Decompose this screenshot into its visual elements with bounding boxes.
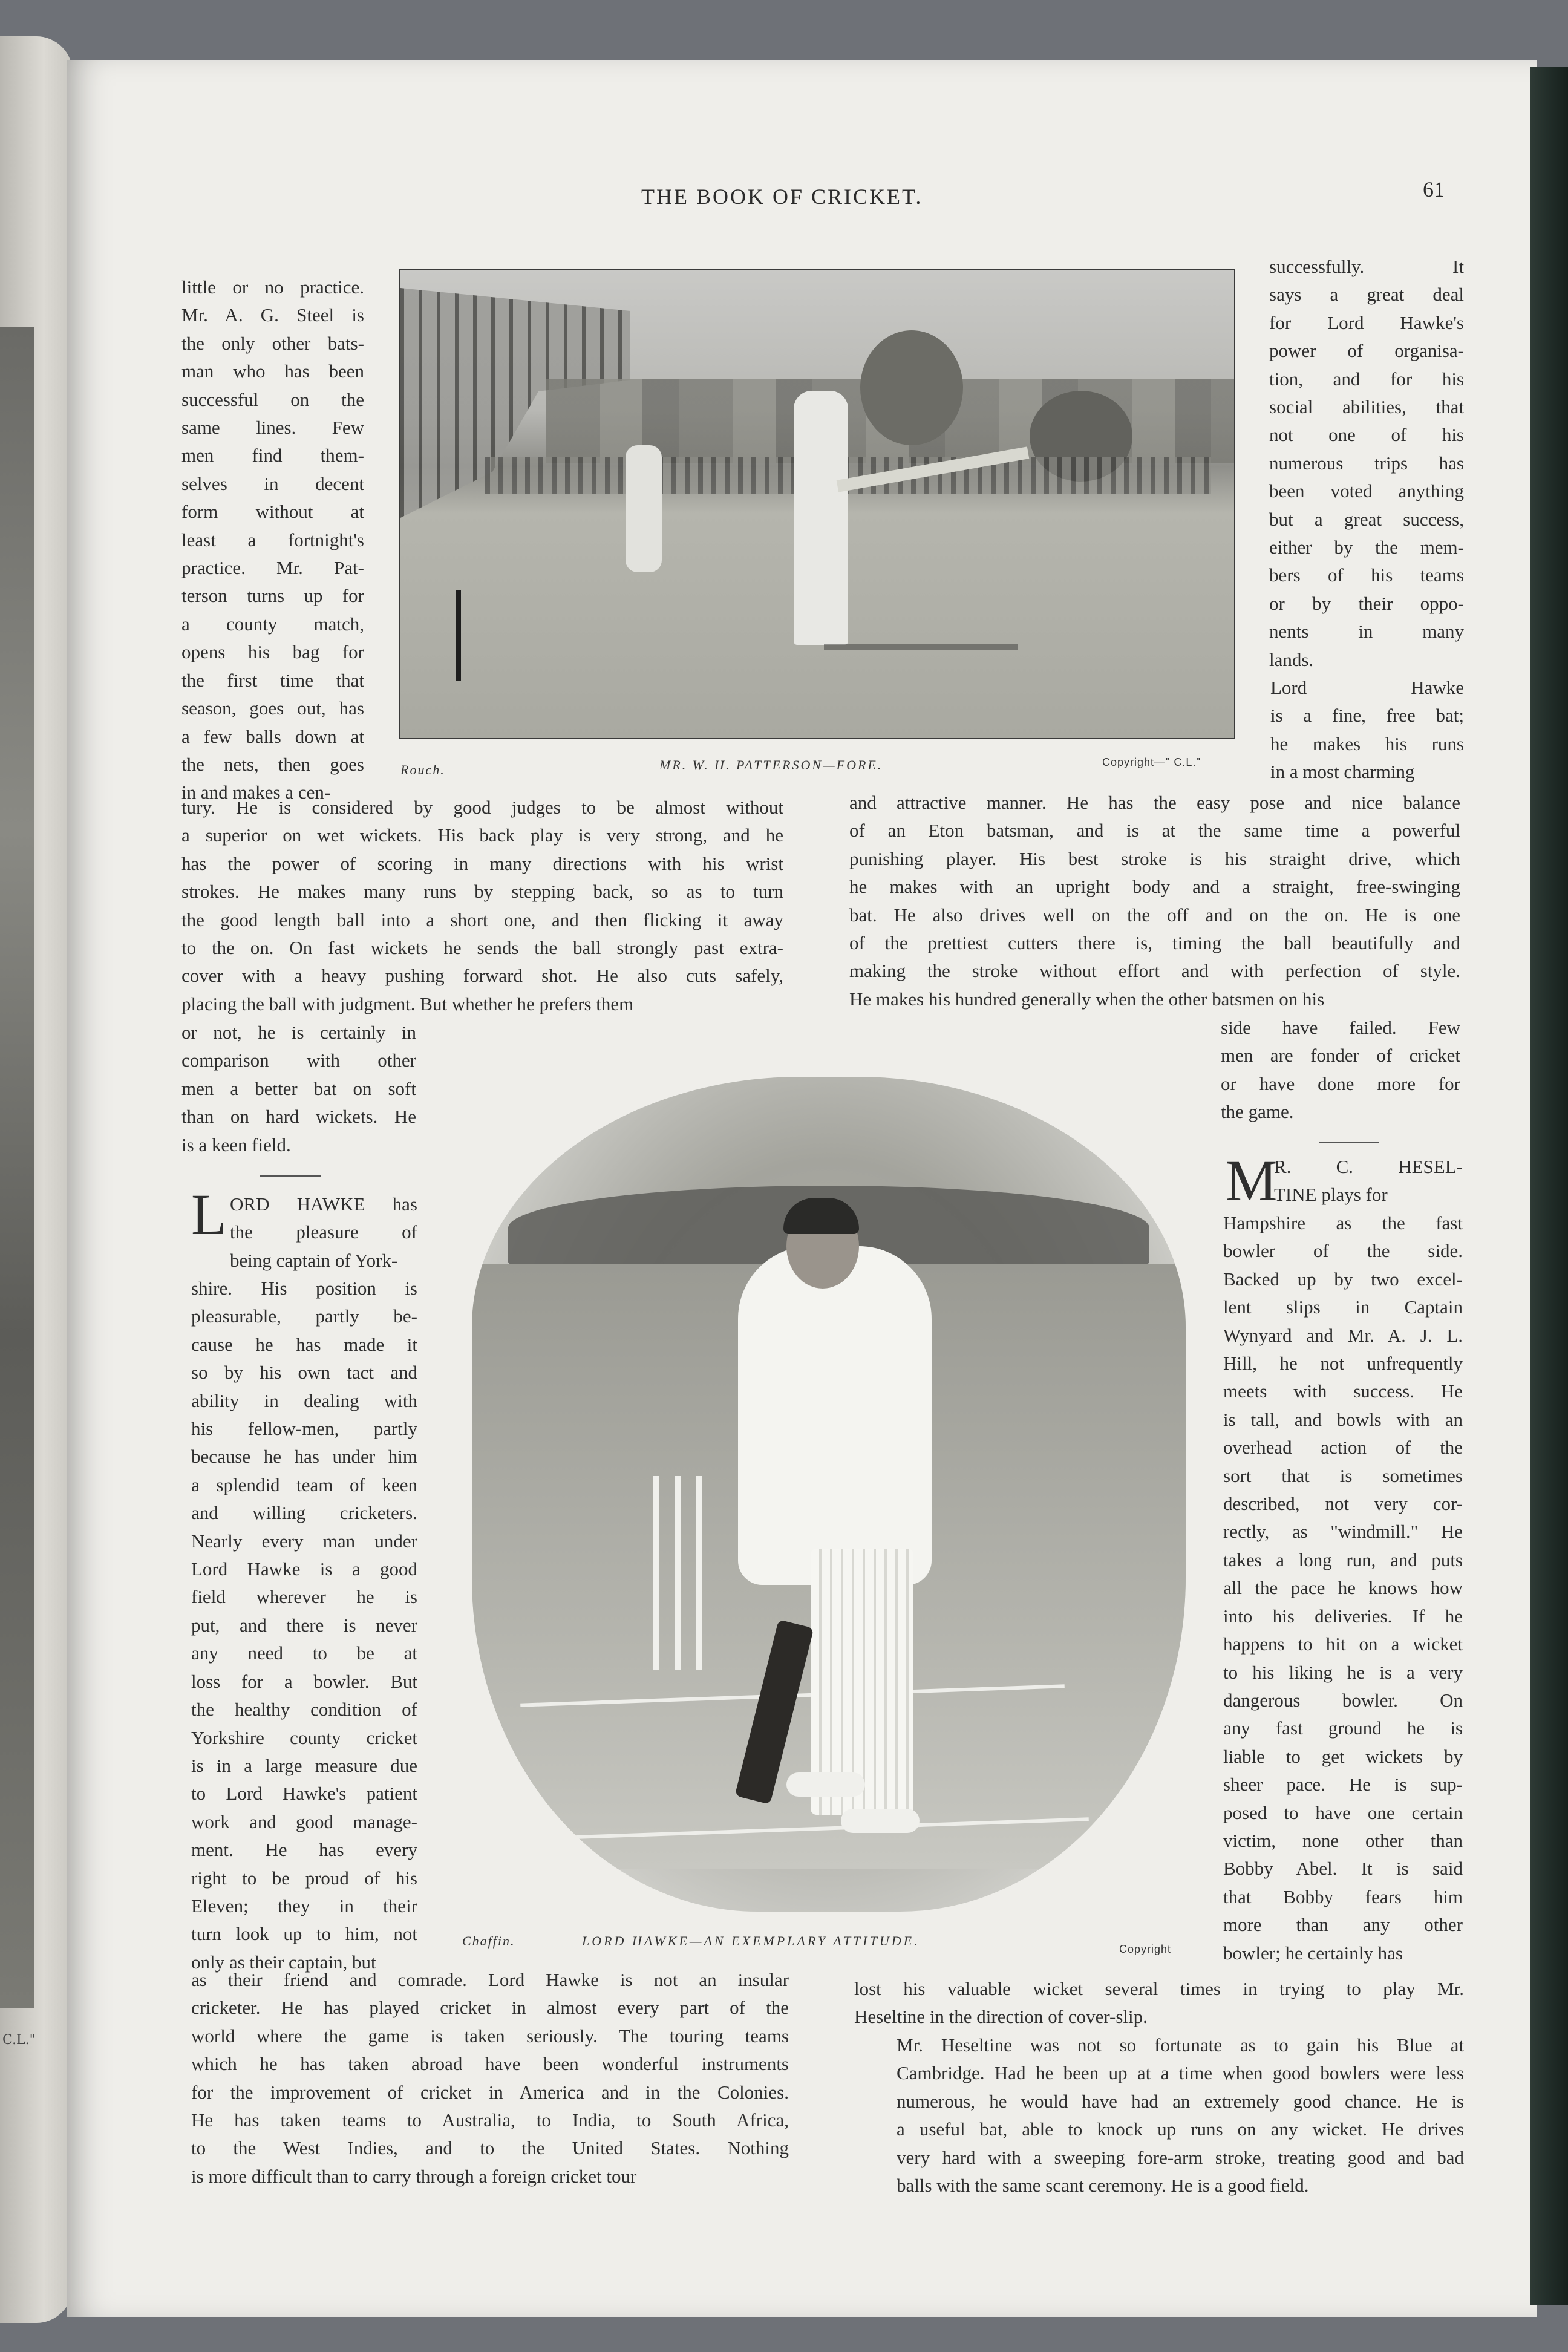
left-page-mark: C.L." <box>2 2033 36 2048</box>
text-line: to Lord Hawke's patient <box>191 1783 417 1805</box>
text-line: so by his own tact and <box>191 1362 417 1383</box>
text-line: is a keen field. <box>181 1134 291 1155</box>
text-line: which he has taken abroad have been wonderful instruments <box>191 2053 789 2075</box>
text-line: the nets, then goes <box>181 753 364 775</box>
text-line: strokes. He makes many runs by stepping back, so as to turn <box>181 881 783 903</box>
text-line: bat. He also drives well on the off and on the on. He is one <box>849 904 1460 926</box>
text-line: man who has been <box>181 361 364 382</box>
text-line: he makes with an upright body and a straight, free-swinging <box>849 876 1460 898</box>
text-line: numerous, he would have had an extremely good chance. He is <box>897 2090 1464 2112</box>
text-line: balls with the same scant ceremony. He is a good field. <box>897 2175 1309 2197</box>
text-line: or not, he is certainly in <box>181 1022 416 1043</box>
text-line: pleasurable, partly be- <box>191 1305 417 1327</box>
figure1-caption: MR. W. H. PATTERSON—FORE. <box>659 757 883 773</box>
text-line: the first time that <box>181 669 364 691</box>
text-line: power of organisa- <box>1269 340 1464 362</box>
text-line: Bobby Abel. It is said <box>1223 1858 1463 1880</box>
text-line: than on hard wickets. He <box>181 1106 416 1128</box>
text-line: ORD HAWKE has <box>230 1194 417 1215</box>
section-rule <box>1319 1142 1379 1143</box>
text-line: the game. <box>1221 1101 1294 1123</box>
drop-cap-l: L <box>191 1182 227 1247</box>
text-line: dangerous bowler. On <box>1223 1689 1463 1711</box>
text-line: same lines. Few <box>181 417 364 439</box>
text-line: opens his bag for <box>181 641 364 663</box>
text-line: has the power of scoring in many directions with his wrist <box>181 852 783 874</box>
text-line: Heseltine in the direction of cover-slip. <box>854 2006 1148 2028</box>
text-line: side have failed. Few <box>1221 1017 1460 1038</box>
text-line: all the pace he knows how <box>1223 1577 1463 1599</box>
text-line: work and good manage- <box>191 1811 417 1832</box>
text-hawke-wide <box>191 1966 789 2190</box>
text-line: and willing cricketers. <box>191 1502 417 1524</box>
text-line: more than any other <box>1223 1914 1463 1936</box>
text-line: men find them- <box>181 445 364 466</box>
text-line: the pleasure of <box>230 1221 417 1243</box>
text-line: is more difficult than to carry through a foreign cricket tour <box>191 2165 637 2187</box>
text-line: form without at <box>181 501 364 523</box>
text-line: least a fortnight's <box>181 529 364 550</box>
text-line: overhead action of the <box>1223 1437 1463 1459</box>
text-line: been voted anything <box>1269 480 1464 502</box>
text-line: a county match, <box>181 613 364 635</box>
wicket-keeper <box>626 445 662 572</box>
text-line: not one of his <box>1269 424 1464 446</box>
text-line: lost his valuable wicket several times in trying to play Mr. <box>854 1978 1464 1999</box>
text-line: selves in decent <box>181 472 364 494</box>
text-line: a few balls down at <box>181 725 364 747</box>
text-line: meets with success. He <box>1223 1380 1463 1402</box>
text-line: Lord Hawke <box>1270 677 1464 698</box>
text-line: terson turns up for <box>181 585 364 607</box>
text-line: R. C. HESEL- <box>1274 1156 1463 1177</box>
text-line: Wynyard and Mr. A. J. L. <box>1223 1324 1463 1346</box>
text-line: that Bobby fears him <box>1223 1886 1463 1907</box>
text-right-narrow <box>1269 253 1464 674</box>
text-line: comparison with other <box>181 1050 416 1071</box>
text-line: successfully. It <box>1269 256 1464 277</box>
stump <box>456 590 461 681</box>
text-line: a useful bat, able to knock up runs on any wicket. He drives <box>897 2118 1464 2140</box>
left-page-edge <box>0 36 73 2323</box>
text-line: the healthy condition of <box>191 1699 417 1720</box>
text-line: shire. His position is <box>191 1278 417 1299</box>
text-line: numerous trips has <box>1269 452 1464 474</box>
text-line: either by the mem- <box>1269 537 1464 558</box>
figure1-credit-left: Rouch. <box>400 762 445 777</box>
text-line: to the on. On fast wickets he sends the ball strongly past extra- <box>181 937 783 959</box>
text-line: of the prettiest cutters there is, timing the ball beautifully and <box>849 932 1460 954</box>
text-line: right to be proud of his <box>191 1867 417 1889</box>
text-line: his fellow-men, partly <box>191 1418 417 1440</box>
text-line: lent slips in Captain <box>1223 1296 1463 1318</box>
text-line: men are fonder of cricket <box>1221 1045 1460 1067</box>
text-line: in and makes a cen- <box>181 782 331 803</box>
text-heseltine-wide <box>854 1975 1464 2031</box>
text-line: Backed up by two excel- <box>1223 1268 1463 1290</box>
text-line: he makes his runs <box>1270 733 1464 754</box>
text-heseltine-para2 <box>854 2031 1464 2200</box>
text-line: Lord Hawke is a good <box>191 1558 417 1580</box>
text-line: of an Eton batsman, and is at the same time a powerful <box>849 820 1460 841</box>
text-line: posed to have one certain <box>1223 1802 1463 1823</box>
text-line: victim, none other than <box>1223 1829 1463 1851</box>
text-line: is a fine, free bat; <box>1270 705 1464 727</box>
text-line: world where the game is taken seriously. The touring teams <box>191 2025 789 2047</box>
text-line: bowler; he certainly has <box>1223 1942 1403 1964</box>
text-line: nents in many <box>1269 621 1464 642</box>
text-heseltine-first <box>1274 1153 1463 1209</box>
text-line: to the West Indies, and to the United States. Nothing <box>191 2137 789 2159</box>
text-line: He has taken teams to Australia, to India, to South Africa, <box>191 2109 789 2131</box>
text-line: making the stroke without effort and with perfection of style. <box>849 960 1460 982</box>
text-line: Eleven; they in their <box>191 1895 417 1916</box>
text-line: field wherever he is <box>191 1586 417 1608</box>
text-line: the good length ball into a short one, and then flicking it away <box>181 909 783 930</box>
text-line: a splendid team of keen <box>191 1474 417 1495</box>
text-line: punishing player. His best stroke is his straight drive, which <box>849 848 1460 869</box>
text-line: any need to be at <box>191 1642 417 1664</box>
text-line: He makes his hundred generally when the other batsmen on his <box>849 988 1325 1010</box>
hawke-photo <box>472 1077 1186 1912</box>
text-line: successful on the <box>181 388 364 410</box>
text-line: turn look up to him, not <box>191 1923 417 1945</box>
text-line: a superior on wet wickets. His back play is very strong, and he <box>181 825 783 846</box>
text-line: rectly, as "windmill." He <box>1223 1521 1463 1543</box>
text-line: takes a long run, and puts <box>1223 1549 1463 1570</box>
text-line: is in a large measure due <box>191 1754 417 1776</box>
text-line: ment. He has every <box>191 1839 417 1861</box>
text-line: Mr. Heseltine was not so fortunate as to gain his Blue at <box>897 2034 1464 2056</box>
text-line: cause he has made it <box>191 1333 417 1355</box>
text-line: lands. <box>1269 648 1314 670</box>
text-line: men a better bat on soft <box>181 1077 416 1099</box>
shoe <box>841 1809 920 1833</box>
figure1-credit-right: Copyright—" C.L." <box>1102 756 1201 768</box>
text-line: very hard with a sweeping fore-arm stroke, treating good and bad <box>897 2146 1464 2168</box>
text-line: practice. Mr. Pat- <box>181 557 364 579</box>
page-number: 61 <box>1423 177 1445 201</box>
text-line: for the improvement of cricket in America and in the Colonies. <box>191 2081 789 2103</box>
text-line: bers of his teams <box>1269 564 1464 586</box>
text-line: into his deliveries. If he <box>1223 1605 1463 1627</box>
text-line: says a great deal <box>1269 284 1464 305</box>
text-line: any fast ground he is <box>1223 1717 1463 1739</box>
text-right-wide-1 <box>849 789 1460 1013</box>
text-line: in a most charming <box>1270 761 1415 783</box>
section-rule <box>260 1175 321 1177</box>
shoe <box>786 1772 865 1797</box>
text-line: happens to hit on a wicket <box>1223 1633 1463 1655</box>
text-line: or by their oppo- <box>1269 592 1464 614</box>
text-line: ability in dealing with <box>191 1390 417 1411</box>
patterson-photo <box>399 269 1235 739</box>
text-line: season, goes out, has <box>181 697 364 719</box>
text-hawke-column <box>191 1275 417 1976</box>
text-line: only as their captain, but <box>191 1951 376 1973</box>
text-line: Hampshire as the fast <box>1223 1212 1463 1233</box>
book-cover-edge <box>1530 67 1568 2305</box>
text-line: to his liking he is a very <box>1223 1661 1463 1683</box>
text-line: sheer pace. He is sup- <box>1223 1774 1463 1795</box>
left-page-photo <box>0 327 34 2008</box>
text-line: as their friend and comrade. Lord Hawke is not an insular <box>191 1969 789 1990</box>
text-line: Yorkshire county cricket <box>191 1726 417 1748</box>
text-line: tury. He is considered by good judges to be almost without <box>181 797 783 818</box>
text-line: cricketer. He has played cricket in almost every part of the <box>191 1997 789 2019</box>
text-line: Nearly every man under <box>191 1530 417 1552</box>
text-left-wide-1 <box>181 794 783 1018</box>
text-line: Mr. A. G. Steel is <box>181 304 364 326</box>
text-line: is tall, and bowls with an <box>1223 1408 1463 1430</box>
text-line: little or no practice. <box>181 276 364 298</box>
wicket-stumps <box>653 1476 702 1670</box>
figure2-credit-left: Chaffin. <box>462 1933 515 1949</box>
text-line: TINE plays for <box>1274 1184 1388 1206</box>
text-line: but a great success, <box>1269 508 1464 530</box>
figure2-caption: LORD HAWKE—AN EXEMPLARY ATTITUDE. <box>582 1933 920 1949</box>
text-line: being captain of York- <box>230 1249 398 1271</box>
text-right-narrow-2 <box>1270 674 1464 786</box>
tree <box>860 330 963 445</box>
text-line: cover with a heavy pushing forward shot. He also cuts safely, <box>181 965 783 987</box>
text-line: Hill, he not unfrequently <box>1223 1353 1463 1374</box>
drop-cap-m: M <box>1226 1148 1278 1213</box>
text-line: bowler of the side. <box>1223 1240 1463 1262</box>
text-left-short <box>181 1019 416 1159</box>
text-line: liable to get wickets by <box>1223 1745 1463 1767</box>
text-hawke-first <box>230 1191 417 1275</box>
text-left-narrow <box>181 273 364 807</box>
text-heseltine-column <box>1223 1209 1463 1967</box>
text-line: put, and there is never <box>191 1614 417 1636</box>
text-line: or have done more for <box>1221 1073 1460 1094</box>
text-line: and attractive manner. He has the easy pose and nice balance <box>849 792 1460 813</box>
lord-hawke-figure <box>738 1246 932 1585</box>
text-line: loss for a bowler. But <box>191 1670 417 1692</box>
figure2-credit-right: Copyright <box>1119 1943 1172 1955</box>
text-line: social abilities, that <box>1269 396 1464 418</box>
text-line: placing the ball with judgment. But whether he prefers them <box>181 993 634 1014</box>
text-right-short <box>1221 1014 1460 1126</box>
text-line: the only other bats- <box>181 332 364 354</box>
text-line: Cambridge. Had he been up at a time when good bowlers were less <box>897 2062 1464 2084</box>
shadow <box>824 644 1018 650</box>
text-line: tion, and for his <box>1269 368 1464 390</box>
text-line: described, not very cor- <box>1223 1493 1463 1515</box>
text-line: sort that is sometimes <box>1223 1465 1463 1486</box>
text-line: for Lord Hawke's <box>1269 312 1464 333</box>
batsman-figure <box>794 391 848 645</box>
running-head: THE BOOK OF CRICKET. <box>641 185 923 209</box>
text-line: because he has under him <box>191 1446 417 1468</box>
